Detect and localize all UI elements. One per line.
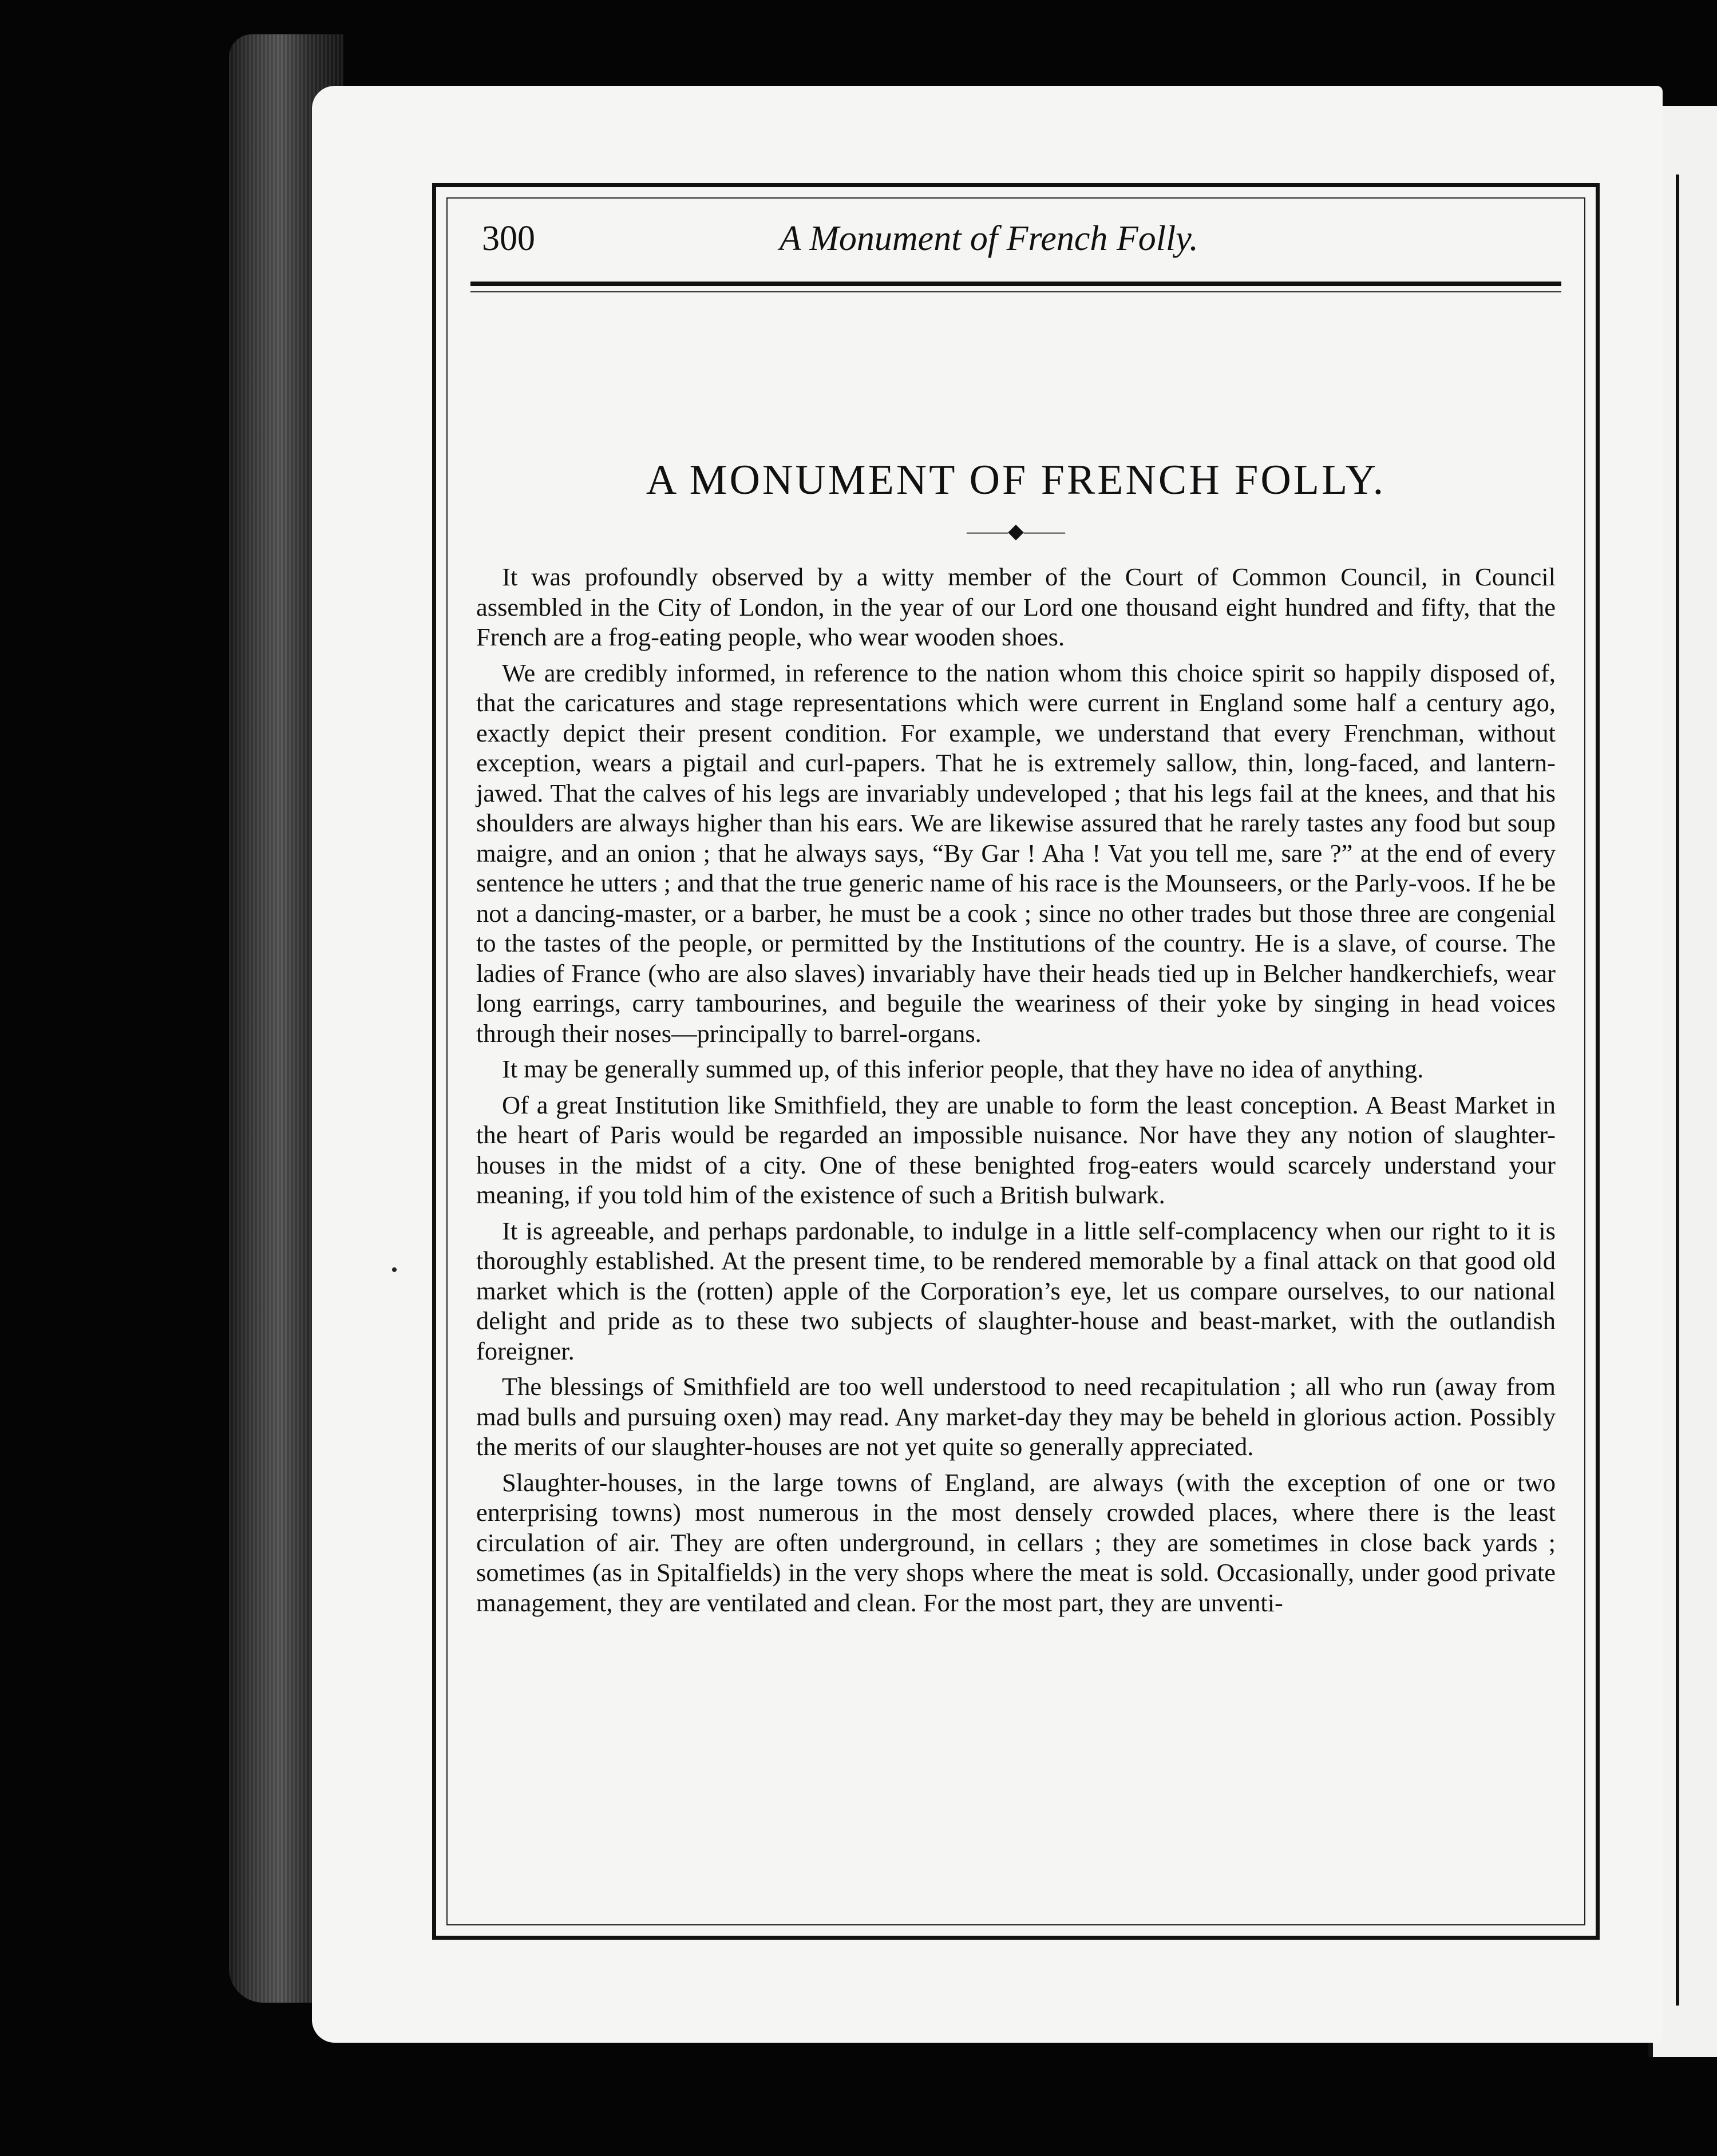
paragraph: It may be generally summed up, of this inferior people, that they have no idea of anything. — [502, 1055, 1424, 1083]
title-ornament: ——◆—— — [967, 520, 1065, 542]
head-rule-thin — [470, 291, 1561, 292]
article-title: A MONUMENT OF FRENCH FOLLY. — [646, 457, 1386, 504]
paragraph: It was profoundly observed by a witty member of the Court of Common Council, in Council assembled in the City of London, in the year of our Lord one thousand eight hundred and fifty, that the French are a frog-eating people, who wear wooden shoes. — [476, 562, 1556, 651]
ink-speck — [392, 1267, 397, 1272]
paragraph: Of a great Institution like Smithfield, they are unable to form the least conception. A Beast Market in the heart of Paris would be regarded an impossible nuisance. Nor have they any notion of slaughter-houses in the midst of a city. One of these benighted frog-eaters would scarcely understand your meaning, if you told him of the existence of such a British bulwark. — [476, 1090, 1556, 1209]
page-number: 300 — [482, 219, 535, 258]
printed-frame — [432, 183, 1600, 1940]
paragraph: We are credibly informed, in reference to the nation whom this choice spirit so happily disposed of, that the caricatures and stage representations which were current in England some half a century ago, exactly depict their present condition. For example, we understand that every Frenchman, without exception, wears a pigtail and curl-papers. That he is extremely sallow, thin, long-faced, and lantern-jawed. That the calves of his legs are invariably undeveloped ; that his legs fail at the knees, and that his shoulders are always higher than his ears. We are likewise assured that he rarely tastes any food but soup maigre, and an onion ; that he always says, “By Gar ! Aha ! Vat you tell me, sare ?” at the end of every sentence he utters ; and that the true generic name of his race is the Mounseers, or the Parly-voos. If he be not a dancing-master, or a barber, he must be a cook ; since no other trades but those three are congenial to the tastes of the people, or permitted by the Institutions of the country. He is a slave, of course. The ladies of France (who are also slaves) invariably have their heads tied up in Belcher handkerchiefs, wear long earrings, carry tambourines, and beguile the weariness of their yoke by singing in head voices through their noses—principally to barrel-organs. — [476, 658, 1556, 1048]
paragraph: The blessings of Smithfield are too well understood to need recapitulation ; all who run (away from mad bulls and pursuing oxen) may read. Any market-day they may be beheld in glorious action. Possibly the merits of our slaughter-houses are not yet quite so generally appreciated. — [476, 1372, 1556, 1461]
article-body — [476, 562, 1556, 1623]
facing-page-rule — [1676, 175, 1679, 2006]
paragraph: It is agreeable, and perhaps pardonable, to indulge in a little self-complacency when our right to it is thoroughly established. At the present time, to be rendered memorable by a final attack on that good old market which is the (rotten) apple of the Corporation’s eye, let us compare ourselves, to our national delight and pride as to these two subjects of slaughter-house and beast-market, with the outlandish foreigner. — [476, 1216, 1556, 1365]
running-head — [482, 219, 1550, 264]
running-head-title: A Monument of French Folly. — [780, 219, 1198, 258]
head-rule — [470, 282, 1561, 286]
paragraph: Slaughter-houses, in the large towns of England, are always (with the exception of one or two enterprising towns) most numerous in the most densely crowded places, where there is the least circulation of air. They are often underground, in cellars ; they are sometimes in close back yards ; sometimes (as in Spitalfields) in the very shops where the meat is sold. Occasionally, under good private management, they are ventilated and clean. For the most part, they are unventi- — [476, 1468, 1556, 1617]
